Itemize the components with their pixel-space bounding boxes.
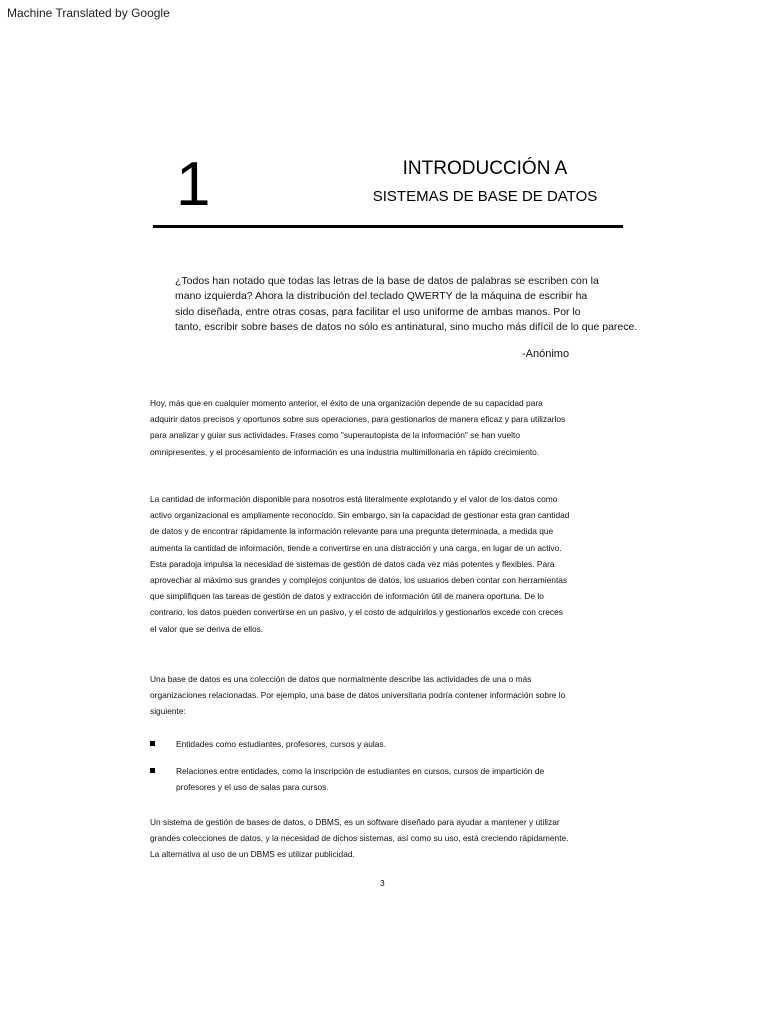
paragraph-1 [150,395,630,460]
paragraph-line: activo organizacional es ampliamente reconocido. Sin embargo, sin la capacidad de gestionar esta gran cantidad [150,510,570,521]
epigraph-line: ¿Todos han notado que todas las letras de la base de datos de palabras se escriben con la [175,275,599,287]
chapter-heading [340,156,630,208]
paragraph-line: de datos y de encontrar rápidamente la información relevante para una pregunta determinada, a medida que [150,526,554,537]
paragraph-line: Hoy, más que en cualquier momento anterior, el éxito de una organización depende de su capacidad para [150,398,543,408]
paragraph-line: adquirir datos precisos y oportunos sobre sus operaciones, para gestionarlos de manera eficaz y para utilizarlos [150,414,566,425]
paragraph-line: omnipresentes, y el procesamiento de información es una industria multimillonaria en rápido crecimiento. [150,446,540,457]
list-item [150,736,386,752]
chapter-number: 1 [176,150,211,219]
machine-translation-banner: Machine Translated by Google [7,6,170,20]
square-bullet-icon [150,768,155,773]
chapter-subtitle: SISTEMAS DE BASE DE DATOS [372,188,598,205]
epigraph-quote [175,274,638,335]
list-item-line: profesores y el uso de salas para cursos. [176,782,329,793]
epigraph-line: mano izquierda? Ahora la distribución del teclado QWERTY de la máquina de escribir ha [175,290,588,303]
paragraph-line: Esta paradoja impulsa la necesidad de sistemas de gestión de datos cada vez más potentes y flexibles. Para [150,558,555,569]
paragraph-line: La alternativa al uso de un DBMS es utilizar publicidad. [150,849,355,860]
page-number: 3 [380,878,385,888]
list-item-line: Relaciones entre entidades, como la inscripción de estudiantes en cursos, cursos de impartición de [176,766,545,776]
paragraph-line: organizaciones relacionadas. Por ejemplo, una base de datos universitaria podría contener información sobre lo [150,690,566,701]
paragraph-line: el valor que se deriva de ellos. [150,623,264,634]
epigraph-line: sido diseñada, entre otras cosas, para facilitar el uso uniforme de ambas manos. Por lo [175,305,581,318]
epigraph-attribution: -Anónimo [522,348,570,360]
paragraph-line: para analizar y guiar sus actividades. Frases como "superautopista de la información" se han vuelto [150,430,520,441]
paragraph-line: siguiente: [150,706,186,717]
paragraph-line: aprovechar al máximo sus grandes y complejos conjuntos de datos, los usuarios deben contar con herramientas [150,575,568,586]
paragraph-line: La cantidad de información disponible para nosotros está literalmente explotando y el valor de los datos como [150,494,558,504]
paragraph-line: contrario, los datos pueden convertirse en un pasivo, y el costo de adquirirlos y gestionarlos excede con creces [150,607,563,618]
paragraph-line: aumenta la cantidad de información, tiende a convertirse en una distracción y una carga, en lugar de un activo. [150,542,562,553]
paragraph-line: que simplifiquen las tareas de gestión de datos y extracción de información útil de manera oportuna. De lo [150,591,544,602]
chapter-divider [153,225,623,228]
paragraph-2 [150,491,630,637]
chapter-title: INTRODUCCIÓN A [402,158,568,179]
paragraph-3 [150,671,630,720]
list-item [150,763,544,795]
list-item-line: Entidades como estudiantes, profesores, cursos y aulas. [176,739,386,749]
paragraph-line: Un sistema de gestión de bases de datos, o DBMS, es un software diseñado para ayudar a mantener y utilizar [150,817,560,827]
epigraph-line: tanto, escribir sobre bases de datos no sólo es antinatural, sino mucho más difícil de lo que parece. [175,320,638,333]
paragraph-line: Una base de datos es una colección de datos que normalmente describe las actividades de una o más [150,674,532,684]
square-bullet-icon [150,741,155,746]
paragraph-4 [150,814,630,863]
paragraph-line: grandes colecciones de datos, y la necesidad de dichos sistemas, así como su uso, está creciendo rápidamente. [150,833,569,844]
